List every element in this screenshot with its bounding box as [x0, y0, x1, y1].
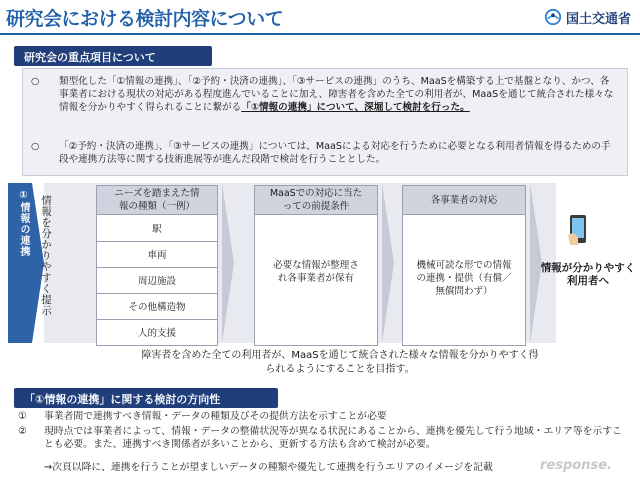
- needs-item: 周辺施設: [97, 267, 217, 294]
- bullet-mark: ○: [31, 141, 40, 152]
- prereq-header-text: MaaSでの対応に当たっての前提条件: [269, 188, 363, 212]
- ribbon-label: ①情報の連携: [18, 190, 29, 257]
- section1-bullet-1: [31, 75, 617, 114]
- item-text: 現時点では事業者によって、情報・データの整備状況等が異なる状況にあることから、連携を優先して行う地域・エリア等を示すことも必要。また、連携すべき関係者が多いことから、更新する方法も含めて検討が必要。: [44, 426, 622, 450]
- item-text: 事業者間で連携すべき情報・データの種類及びその提供方法を示すことが必要: [44, 411, 387, 422]
- flow-arrow-2: [382, 183, 394, 343]
- item-number: ②: [18, 426, 27, 437]
- operator-body: 機械可読な形での情報の連携・提供（有償／無償問わず）: [416, 260, 512, 297]
- smartphone-icon: [566, 213, 592, 247]
- needs-header-text: ニーズを踏まえた情報の種類（一例）: [114, 188, 200, 212]
- operator-box: [402, 214, 526, 346]
- bullet-mark: ○: [31, 76, 40, 87]
- mlit-logo-icon: [544, 8, 562, 26]
- needs-list: [96, 214, 218, 346]
- title-divider: [0, 33, 640, 35]
- vertical-caption: 情報を分かりやすく提示: [40, 195, 52, 316]
- prereq-box: [254, 214, 378, 346]
- section1-heading: 研究会の重点項目について: [14, 46, 212, 66]
- section2-heading: 「①情報の連携」に関する検討の方向性: [14, 388, 278, 408]
- needs-item: その他構造物: [97, 293, 217, 320]
- next-page-note: →次頁以降に、連携を行うことが望ましいデータの種類や優先して連携を行うエリアのイメージを記載: [44, 462, 493, 473]
- section1-bullet-2: [31, 140, 617, 166]
- logo-text: 国土交通省: [566, 11, 632, 27]
- direction-item: [18, 410, 626, 423]
- result-text: 情報が分かりやすく利用者へ: [540, 262, 636, 287]
- goal-statement: 障害者を含めた全ての利用者が、MaaSを通じて統合された様々な情報を分かりやすく得られるようにすることを目指す。: [141, 350, 539, 375]
- section1-box: [22, 68, 628, 176]
- item-number: ①: [18, 411, 27, 422]
- prereq-header: [254, 185, 378, 215]
- needs-header: [96, 185, 218, 215]
- operator-header: [402, 185, 526, 215]
- bullet1-emphasis: 「①情報の連携」について、深堀して検討を行った。: [241, 102, 470, 113]
- needs-item: 車両: [97, 241, 217, 268]
- watermark: response.: [540, 458, 612, 473]
- needs-item: 駅: [97, 215, 217, 242]
- ministry-logo: [544, 6, 634, 28]
- needs-item: 人的支援: [137, 328, 176, 339]
- operator-header-text: 各事業者の対応: [430, 194, 498, 206]
- bullet1-text: 類型化した「①情報の連携」、「②予約・決済の連携」、「③サービスの連携」のうち、MaaSを構築する上で基盤となり、かつ、各事業者における現状の対応がある程度進んでいることに加え、障害者を含めた全ての利用者が、MaaSを通じて統合された様々な情報を分かりやすく得られることに繋がる: [59, 76, 614, 113]
- page-title: 研究会における検討内容について: [6, 8, 284, 30]
- prereq-body: 必要な情報が整理され各事業者が保有: [273, 260, 359, 284]
- direction-item: [18, 425, 626, 451]
- flow-arrow-1: [222, 183, 234, 343]
- bullet2-text: 「②予約・決済の連携」、「③サービスの連携」については、MaaSによる対応を行うために必要となる利用者情報を得るための手段や連携方法等に関する技術進展等が進んだ段階で検討を行うこととした。: [59, 141, 611, 165]
